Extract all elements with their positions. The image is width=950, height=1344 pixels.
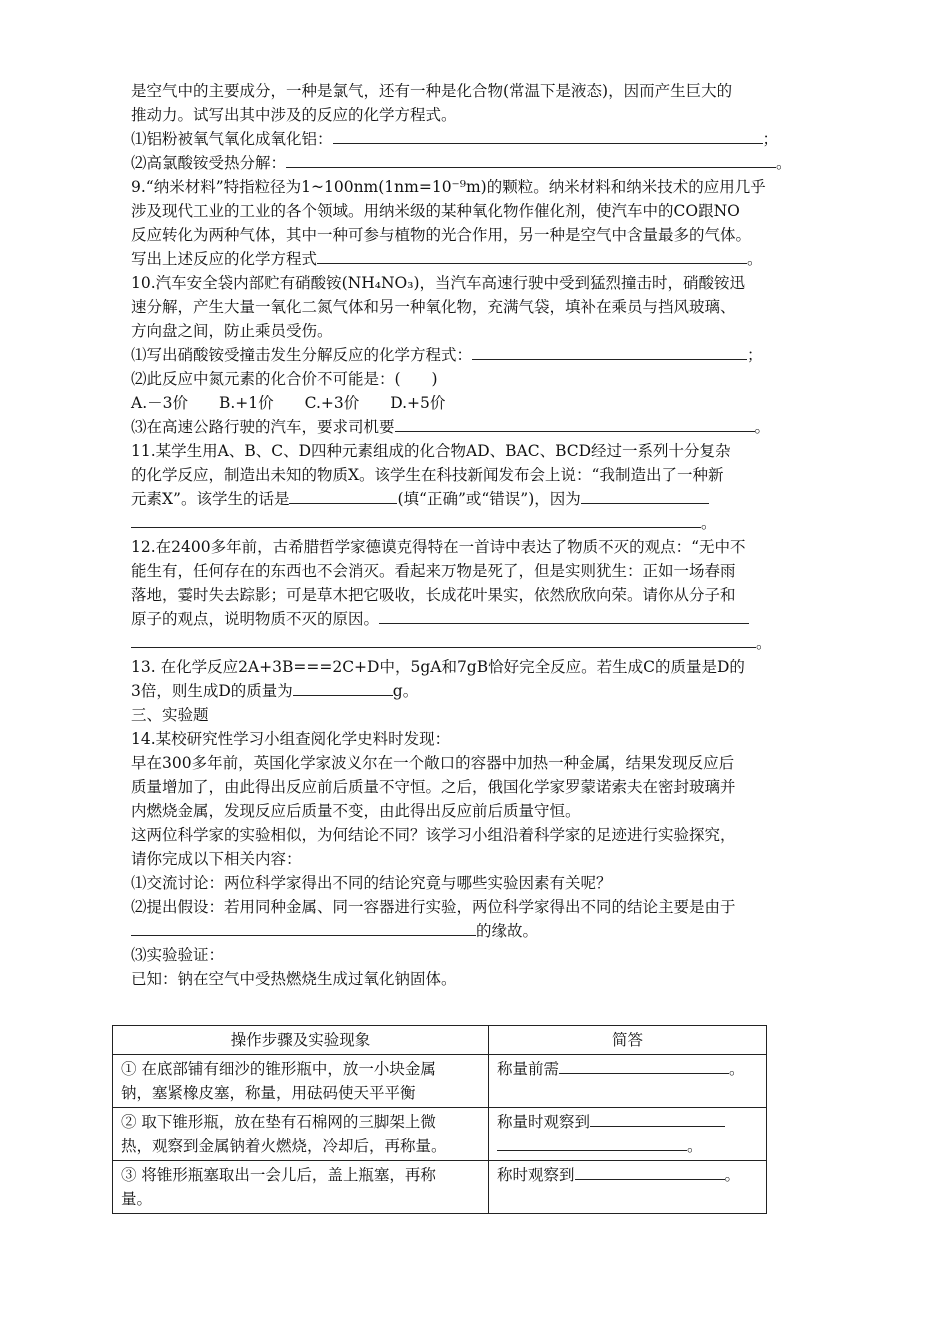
text-line: 是空气中的主要成分，一种是氯气，还有一种是化合物(常温下是液态)，因而产生巨大的: [131, 82, 733, 100]
table-cell-answer: 称量时观察到 。: [489, 1108, 767, 1161]
text-line: 13. 在化学反应2A+3B===2C+D中，5gA和7gB恰好完全反应。若生成C的质量是D的: [131, 658, 745, 676]
text-line: 内燃烧金属，发现反应后质量不变，由此得出反应前后质量守恒。: [131, 802, 581, 820]
question-10-3: ⑶在高速公路行驶的汽车，要求司机要 。: [131, 418, 771, 436]
text-line: 反应转化为两种气体，其中一种可参与植物的光合作用，另一种是空气中含量最多的气体。: [131, 226, 752, 244]
question-8-1: ⑴铝粉被氧气氧化成氧化铝： ；: [131, 130, 779, 148]
answer-blank[interactable]: [581, 488, 709, 504]
answer-blank[interactable]: [590, 1111, 725, 1127]
text-line: 12.在2400多年前，古希腊哲学家德谟克得特在一首诗中表达了物质不灭的观点：“无中不: [131, 538, 746, 556]
table-header: 简答: [489, 1026, 767, 1055]
answer-blank[interactable]: [379, 608, 749, 624]
text-line: ⑶实验验证：: [131, 946, 225, 964]
question-12-answer: 原子的观点，说明物质不灭的原因。: [131, 607, 821, 631]
table-row: [113, 1055, 767, 1108]
question-10-options: A.－3价 B.+1价 C.+3价 D.+5价: [131, 394, 446, 412]
text-line: 9.“纳米材料”特指粒径为1~100nm(1nm=10⁻⁹m)的颗粒。纳米材料和纳米技术的应用几乎: [131, 178, 766, 196]
text-line: 11.某学生用A、B、C、D四种元素组成的化合物AD、BAC、BCD经过一系列十分复杂: [131, 442, 731, 460]
table-cell-step: ③ 将锥形瓶塞取出一会儿后，盖上瓶塞，再称 量。: [113, 1161, 489, 1214]
answer-blank[interactable]: [317, 248, 747, 264]
question-10-2: ⑵此反应中氮元素的化合价不可能是：( ): [131, 370, 438, 388]
answer-blank[interactable]: [333, 128, 763, 144]
text-line: 请你完成以下相关内容：: [131, 850, 302, 868]
document-body: [131, 79, 821, 991]
question-14-2-answer: 的缘故。: [131, 919, 821, 943]
answer-blank[interactable]: [472, 344, 747, 360]
text-line: 质量增加了，由此得出反应前后质量不守恒。之后，俄国化学家罗蒙诺索夫在密封玻璃并: [131, 778, 736, 796]
question-8-2: ⑵高氯酸铵受热分解： 。: [131, 154, 792, 172]
answer-blank[interactable]: [395, 416, 755, 432]
question-13-answer: 3倍，则生成D的质量为 g。: [131, 682, 419, 700]
text-line: 10.汽车安全袋内部贮有硝酸铵(NH₄NO₃)，当汽车高速行驶中受到猛烈撞击时，硝酸铵迅: [131, 274, 746, 292]
text-line: 落地，霎时失去踪影；可是草木把它吸收，长成花叶果实，依然欣欣向荣。请你从分子和: [131, 586, 736, 604]
table-row: [113, 1108, 767, 1161]
answer-blank[interactable]: [131, 632, 756, 648]
text-line: ⑴交流讨论：两位科学家得出不同的结论究竟与哪些实验因素有关呢？: [131, 874, 612, 892]
text-line: ⑵提出假设：若用同种金属、同一容器进行实验，两位科学家得出不同的结论主要是由于: [131, 898, 736, 916]
text-line: 推动力。试写出其中涉及的反应的化学方程式。: [131, 106, 457, 124]
table-row: [113, 1161, 767, 1214]
text-line: 速分解，产生大量一氧化二氮气体和另一种氧化物，充满气袋，填补在乘员与挡风玻璃、: [131, 298, 736, 316]
answer-blank[interactable]: [131, 512, 701, 528]
text-line: 涉及现代工业的工业的各个领域。用纳米级的某种氧化物作催化剂，使汽车中的CO跟NO: [131, 202, 740, 220]
answer-blank[interactable]: [559, 1058, 729, 1074]
text-line: 已知：钠在空气中受热燃烧生成过氧化钠固体。: [131, 970, 457, 988]
answer-blank[interactable]: [131, 920, 476, 936]
text-line: 早在300多年前，英国化学家波义尔在一个敞口的容器中加热一种金属，结果发现反应后: [131, 754, 735, 772]
answer-blank[interactable]: [286, 152, 776, 168]
experiment-table: [112, 1025, 767, 1214]
question-11-answer-cont: 。: [131, 511, 821, 535]
answer-blank[interactable]: [497, 1135, 687, 1151]
text-line: 的化学反应，制造出未知的物质X。该学生在科技新闻发布会上说：“我制造出了一种新: [131, 466, 724, 484]
table-cell-answer: 称时观察到 。: [489, 1161, 767, 1214]
table-cell-step: ② 取下锥形瓶，放在垫有石棉网的三脚架上微 热，观察到金属钠着火燃烧，冷却后，再称量。: [113, 1108, 489, 1161]
answer-blank[interactable]: [575, 1164, 725, 1180]
table-header-row: [113, 1026, 767, 1055]
section-heading: 三、实验题: [131, 706, 209, 724]
text-line: 能生有，任何存在的东西也不会消灭。看起来万物是死了，但是实则犹生：正如一场春雨: [131, 562, 736, 580]
question-12-answer-cont: 。: [131, 631, 821, 655]
table-cell-step: ① 在底部铺有细沙的锥形瓶中，放一小块金属 钠，塞紧橡皮塞，称量，用砝码使天平平衡: [113, 1055, 489, 1108]
answer-blank[interactable]: [289, 488, 397, 504]
question-10-1: ⑴写出硝酸铵受撞击发生分解反应的化学方程式： ；: [131, 346, 763, 364]
text-line: 这两位科学家的实验相似，为何结论不同？该学习小组沿着科学家的足迹进行实验探究，: [131, 826, 736, 844]
question-9-answer: 写出上述反应的化学方程式 。: [131, 250, 763, 268]
text-line: 14.某校研究性学习小组查阅化学史料时发现：: [131, 730, 451, 748]
table-cell-answer: 称量前需 。: [489, 1055, 767, 1108]
question-11-answer: 元素X”。该学生的话是 (填“正确”或“错误”)，因为: [131, 487, 821, 511]
answer-blank[interactable]: [293, 680, 393, 696]
table-header: 操作步骤及实验现象: [113, 1026, 489, 1055]
text-line: 方向盘之间，防止乘员受伤。: [131, 322, 333, 340]
